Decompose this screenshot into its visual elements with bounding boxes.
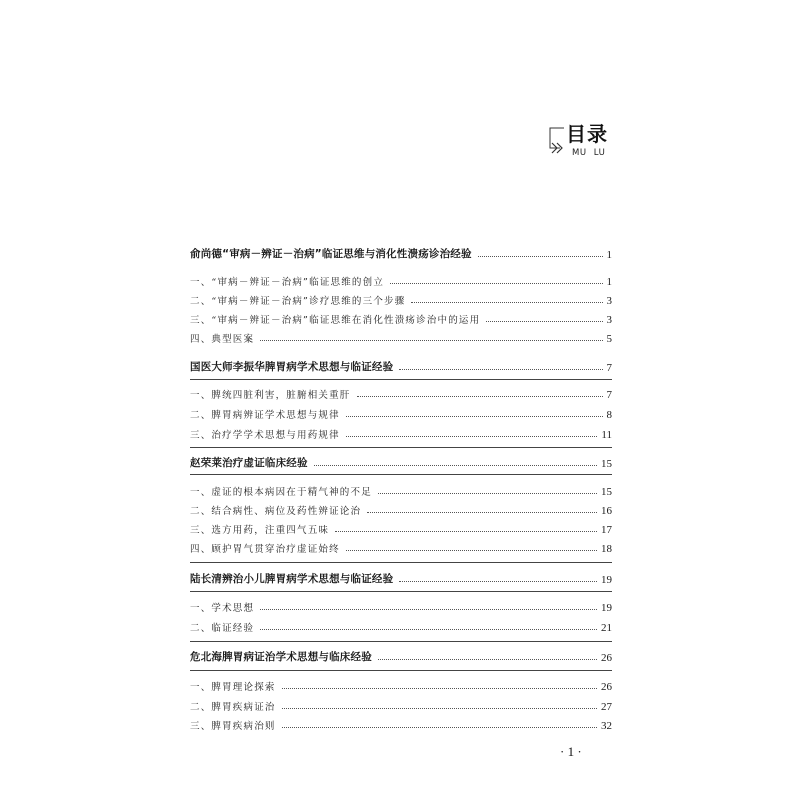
section-title: 三、选方用药，注重四气五味 <box>190 525 330 536</box>
leader-dots <box>346 436 598 437</box>
chapter-divider <box>190 379 612 380</box>
section-page: 17 <box>601 524 612 536</box>
section-title: 二、结合病性、病位及药性辨证论治 <box>190 506 362 517</box>
toc-section[interactable] <box>190 697 612 713</box>
leader-dots <box>260 340 602 341</box>
section-title: 四、顾护胃气贯穿治疗虚证始终 <box>190 544 340 555</box>
toc-chapter-3[interactable] <box>190 454 612 470</box>
section-title: 二、“审病－辨证－治病”诊疗思维的三个步骤 <box>190 296 406 307</box>
leader-dots <box>282 688 597 689</box>
section-title: 二、脾胃疾病证治 <box>190 702 276 713</box>
section-title: 一、脾统四脏利害，脏腑相关重肝 <box>190 390 351 401</box>
leader-dots <box>357 396 603 397</box>
toc-section[interactable] <box>190 310 612 326</box>
section-title: 三、脾胃疾病治则 <box>190 721 276 732</box>
chapter-title: 赵荣莱治疗虚证临床经验 <box>190 457 308 469</box>
leader-dots <box>282 727 597 728</box>
toc-section[interactable] <box>190 405 612 421</box>
chapter-title: 危北海脾胃病证治学术思想与临床经验 <box>190 651 372 663</box>
section-title: 一、学术思想 <box>190 603 255 614</box>
chapter-page: 19 <box>601 574 612 586</box>
section-title: 一、“审病－辨证－治病”临证思维的创立 <box>190 277 385 288</box>
section-title: 一、脾胃理论探索 <box>190 682 276 693</box>
section-title: 一、虚证的根本病因在于精气神的不足 <box>190 487 372 498</box>
chapter-page: 26 <box>601 652 612 664</box>
leader-dots <box>486 321 602 322</box>
section-page: 11 <box>601 429 612 441</box>
toc-section[interactable] <box>190 677 612 693</box>
section-page: 5 <box>606 333 612 345</box>
leader-dots <box>260 629 597 630</box>
section-page: 1 <box>606 276 612 288</box>
toc-section[interactable] <box>190 385 612 401</box>
toc-section[interactable] <box>190 329 612 345</box>
chapter-title: 陆长清辨治小儿脾胃病学术思想与临证经验 <box>190 573 394 585</box>
chapter-page: 1 <box>606 249 612 261</box>
toc-chapter-1[interactable] <box>190 245 612 261</box>
section-page: 7 <box>606 389 612 401</box>
section-title: 四、典型医案 <box>190 334 255 345</box>
section-page: 15 <box>601 486 612 498</box>
chapter-title: 国医大师李振华脾胃病学术思想与临证经验 <box>190 361 394 373</box>
section-title: 二、临证经验 <box>190 623 255 634</box>
toc-section[interactable] <box>190 618 612 634</box>
toc-section[interactable] <box>190 539 612 555</box>
toc-section[interactable] <box>190 425 612 441</box>
chapter-title: 俞尚德“审病－辨证－治病”临证思维与消化性溃疡诊治经验 <box>190 248 472 260</box>
section-page: 3 <box>606 314 612 326</box>
chapter-divider <box>190 591 612 592</box>
chapter-divider <box>190 562 612 563</box>
leader-dots <box>378 493 597 494</box>
toc-section[interactable] <box>190 598 612 614</box>
toc-section[interactable] <box>190 520 612 536</box>
toc-section[interactable] <box>190 482 612 498</box>
section-page: 8 <box>606 409 612 421</box>
leader-dots <box>346 416 603 417</box>
leader-dots <box>399 581 597 582</box>
toc-section[interactable] <box>190 501 612 517</box>
section-page: 19 <box>601 602 612 614</box>
section-page: 18 <box>601 543 612 555</box>
section-page: 16 <box>601 505 612 517</box>
section-page: 27 <box>601 701 612 713</box>
leader-dots <box>282 708 597 709</box>
chapter-divider <box>190 474 612 475</box>
toc-section[interactable] <box>190 716 612 732</box>
leader-dots <box>399 369 602 370</box>
section-title: 三、治疗学学术思想与用药规律 <box>190 430 340 441</box>
toc-section[interactable] <box>190 272 612 288</box>
section-page: 21 <box>601 622 612 634</box>
leader-dots <box>478 256 603 257</box>
leader-dots <box>378 659 597 660</box>
toc-section[interactable] <box>190 291 612 307</box>
section-page: 32 <box>601 720 612 732</box>
toc-chapter-2[interactable] <box>190 358 612 374</box>
chapter-divider <box>190 641 612 642</box>
chapter-page: 7 <box>606 362 612 374</box>
page-number: · 1 · <box>560 744 582 759</box>
leader-dots <box>367 512 597 513</box>
toc-header <box>538 118 638 164</box>
leader-dots <box>346 550 597 551</box>
page-title: 目录 <box>566 122 608 146</box>
toc-chapter-5[interactable] <box>190 648 612 664</box>
chapter-divider <box>190 447 612 448</box>
chapter-page: 15 <box>601 458 612 470</box>
leader-dots <box>260 609 597 610</box>
section-title: 三、“审病－辨证－治病”临证思维在消化性溃疡诊治中的运用 <box>190 315 481 326</box>
leader-dots <box>335 531 597 532</box>
section-page: 26 <box>601 681 612 693</box>
chapter-divider <box>190 670 612 671</box>
section-title: 二、脾胃病辨证学术思想与规律 <box>190 410 340 421</box>
page-subtitle: MU LU <box>572 148 606 158</box>
leader-dots <box>411 302 602 303</box>
leader-dots <box>390 283 602 284</box>
section-page: 3 <box>606 295 612 307</box>
leader-dots <box>314 465 597 466</box>
toc-chapter-4[interactable] <box>190 570 612 586</box>
